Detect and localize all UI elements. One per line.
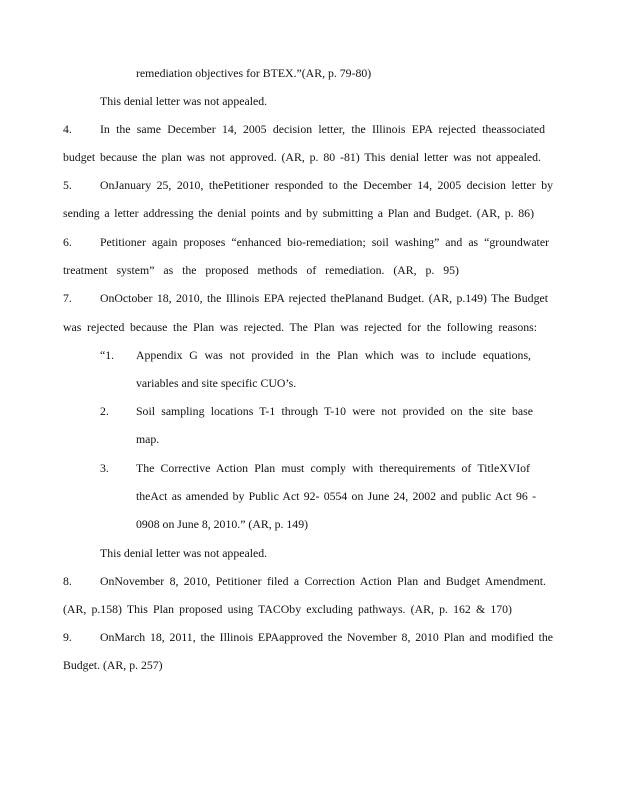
paragraph-7-number: 7. bbox=[63, 291, 72, 305]
reason-3-line-3: 0908 on June 8, 2010.” (AR, p. 149) bbox=[136, 517, 309, 531]
paragraph-6-line-2: treatment system” as the proposed methods of remediation. (AR, p. 95) bbox=[63, 263, 459, 277]
reason-1-line-2: variables and site specific CUO’s. bbox=[136, 376, 297, 390]
reason-1-line-1: Appendix G was not provided in the Plan which was to include equations, bbox=[136, 348, 531, 362]
paragraph-8-number: 8. bbox=[63, 574, 72, 588]
paragraph-5-line-1: OnJanuary 25, 2010, thePetitioner responded to the December 14, 2005 decision letter by bbox=[100, 178, 553, 192]
paragraph-4-number: 4. bbox=[63, 122, 72, 136]
paragraph-5-line-2: sending a letter addressing the denial points and by submitting a Plan and Budget. (AR, p. 86) bbox=[63, 206, 534, 220]
reason-2-line-1: Soil sampling locations T-1 through T-10 were not provided on the site base bbox=[136, 404, 533, 418]
paragraph-6-line-1: Petitioner again proposes “enhanced bio-remediation; soil washing” and as “groundwater bbox=[100, 235, 549, 249]
paragraph-7-line-2: was rejected because the Plan was rejected. The Plan was rejected for the following reasons: bbox=[63, 320, 537, 334]
paragraph-9-number: 9. bbox=[63, 630, 72, 644]
reason-1-number: “1. bbox=[100, 348, 115, 362]
paragraph-9-line-2: Budget. (AR, p. 257) bbox=[63, 658, 163, 672]
paragraph-7-line-1: OnOctober 18, 2010, the Illinois EPA rejected thePlanand Budget. (AR, p.149) The Budget bbox=[100, 291, 548, 305]
paragraph-4-line-1: In the same December 14, 2005 decision letter, the Illinois EPA rejected theassociated bbox=[100, 122, 545, 136]
reason-3-line-2: theAct as amended by Public Act 92- 0554 on June 24, 2002 and public Act 96 - bbox=[136, 489, 536, 503]
paragraph-6-number: 6. bbox=[63, 235, 72, 249]
paragraph-8-line-2: (AR, p.158) This Plan proposed using TACOby excluding pathways. (AR, p. 162 & 170) bbox=[63, 602, 512, 616]
reason-3-number: 3. bbox=[100, 461, 109, 475]
denial-note-2: This denial letter was not appealed. bbox=[100, 546, 268, 560]
paragraph-8-line-1: OnNovember 8, 2010, Petitioner filed a Correction Action Plan and Budget Amendment. bbox=[100, 574, 546, 588]
denial-note: This denial letter was not appealed. bbox=[100, 94, 268, 108]
paragraph-9-line-1: OnMarch 18, 2011, the Illinois EPAapproved the November 8, 2010 Plan and modified the bbox=[100, 630, 553, 644]
reason-3-line-1: The Corrective Action Plan must comply with therequirements of TitleXVIof bbox=[136, 461, 530, 475]
reason-2-line-2: map. bbox=[136, 432, 160, 446]
quote-continuation: remediation objectives for BTEX.”(AR, p. 79-80) bbox=[136, 66, 372, 80]
reason-2-number: 2. bbox=[100, 404, 109, 418]
paragraph-5-number: 5. bbox=[63, 178, 72, 192]
paragraph-4-line-2: budget because the plan was not approved. (AR, p. 80 -81) This denial letter was not appealed. bbox=[63, 150, 541, 164]
